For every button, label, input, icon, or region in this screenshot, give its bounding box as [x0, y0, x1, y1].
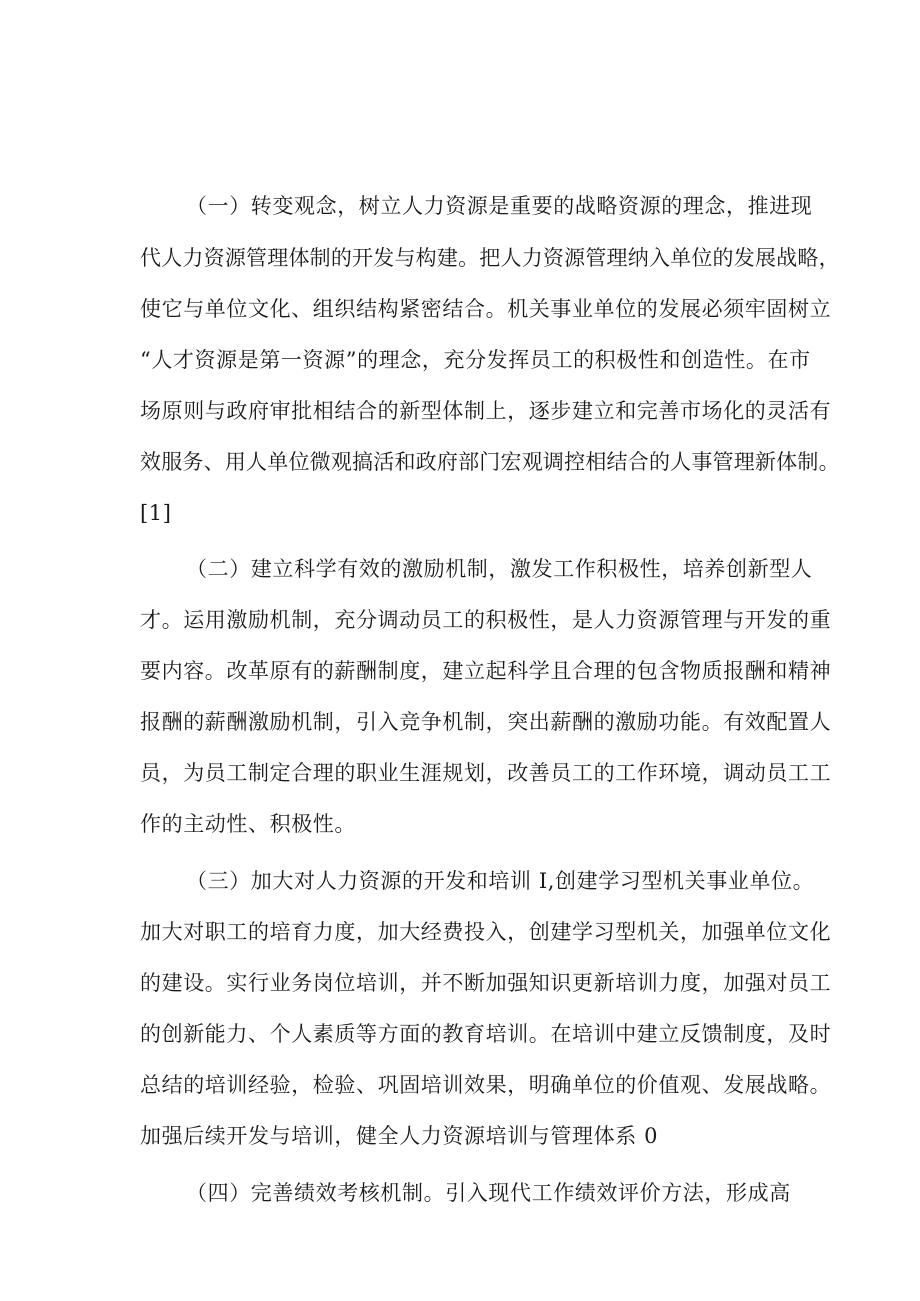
paragraph-3-line-2: 加大对职工的培育力度，加大经费投入，创建学习型机关，加强单位文化	[140, 920, 832, 944]
paragraph-2-line-5: 员，为员工制定合理的职业生涯规划，改善员工的工作环境，调动员工工	[140, 761, 832, 785]
paragraph-1-line-4: “人才资源是第一资源”的理念，充分发挥员工的积极性和创造性。在市	[140, 348, 811, 372]
paragraph-1-line-1: （一）转变观念，树立人力资源是重要的战略资源的理念，推进现	[186, 194, 813, 218]
paragraph-2-line-2: 才。运用激励机制，充分调动员工的积极性，是人力资源管理与开发的重	[140, 608, 832, 632]
paragraph-1-line-7: [1]	[140, 501, 172, 525]
paragraph-1-line-2: 代人力资源管理体制的开发与构建。把人力资源管理纳入单位的发展战略，	[140, 246, 840, 270]
paragraph-2-line-4: 报酬的薪酬激励机制，引入竞争机制，突出薪酬的激励功能。有效配置人	[140, 710, 832, 734]
paragraph-3-line-5: 总结的培训经验，检验、巩固培训效果，明确单位的价值观、发展战略。	[140, 1073, 832, 1097]
paragraph-1-line-5: 场原则与政府审批相结合的新型体制上，逐步建立和完善市场化的灵活有	[140, 399, 832, 423]
paragraph-4-line-1: （四）完善绩效考核机制。引入现代工作绩效评价方法，形成高	[186, 1181, 791, 1205]
paragraph-3-line-4: 的创新能力、个人素质等方面的教育培训。在培训中建立反馈制度，及时	[140, 1022, 832, 1046]
paragraph-2-line-6: 作的主动性、积极性。	[140, 812, 356, 836]
paragraph-2-line-3: 要内容。改革原有的薪酬制度，建立起科学且合理的包含物质报酬和精神	[140, 659, 832, 683]
paragraph-1-line-6: 效服务、用人单位微观搞活和政府部门宏观调控相结合的人事管理新体制。	[140, 450, 840, 474]
paragraph-3-line-1: （三）加大对人力资源的开发和培训 I,创建学习型机关事业单位。	[186, 869, 815, 893]
paragraph-3-line-6: 加强后续开发与培训，健全人力资源培训与管理体系 0	[140, 1124, 659, 1148]
paragraph-1-line-3: 使它与单位文化、组织结构紧密结合。机关事业单位的发展必须牢固树立	[140, 297, 832, 321]
paragraph-3-line-3: 的建设。实行业务岗位培训，并不断加强知识更新培训力度，加强对员工	[140, 971, 832, 995]
paragraph-2-line-1: （二）建立科学有效的激励机制，激发工作积极性，培养创新型人	[186, 557, 813, 581]
